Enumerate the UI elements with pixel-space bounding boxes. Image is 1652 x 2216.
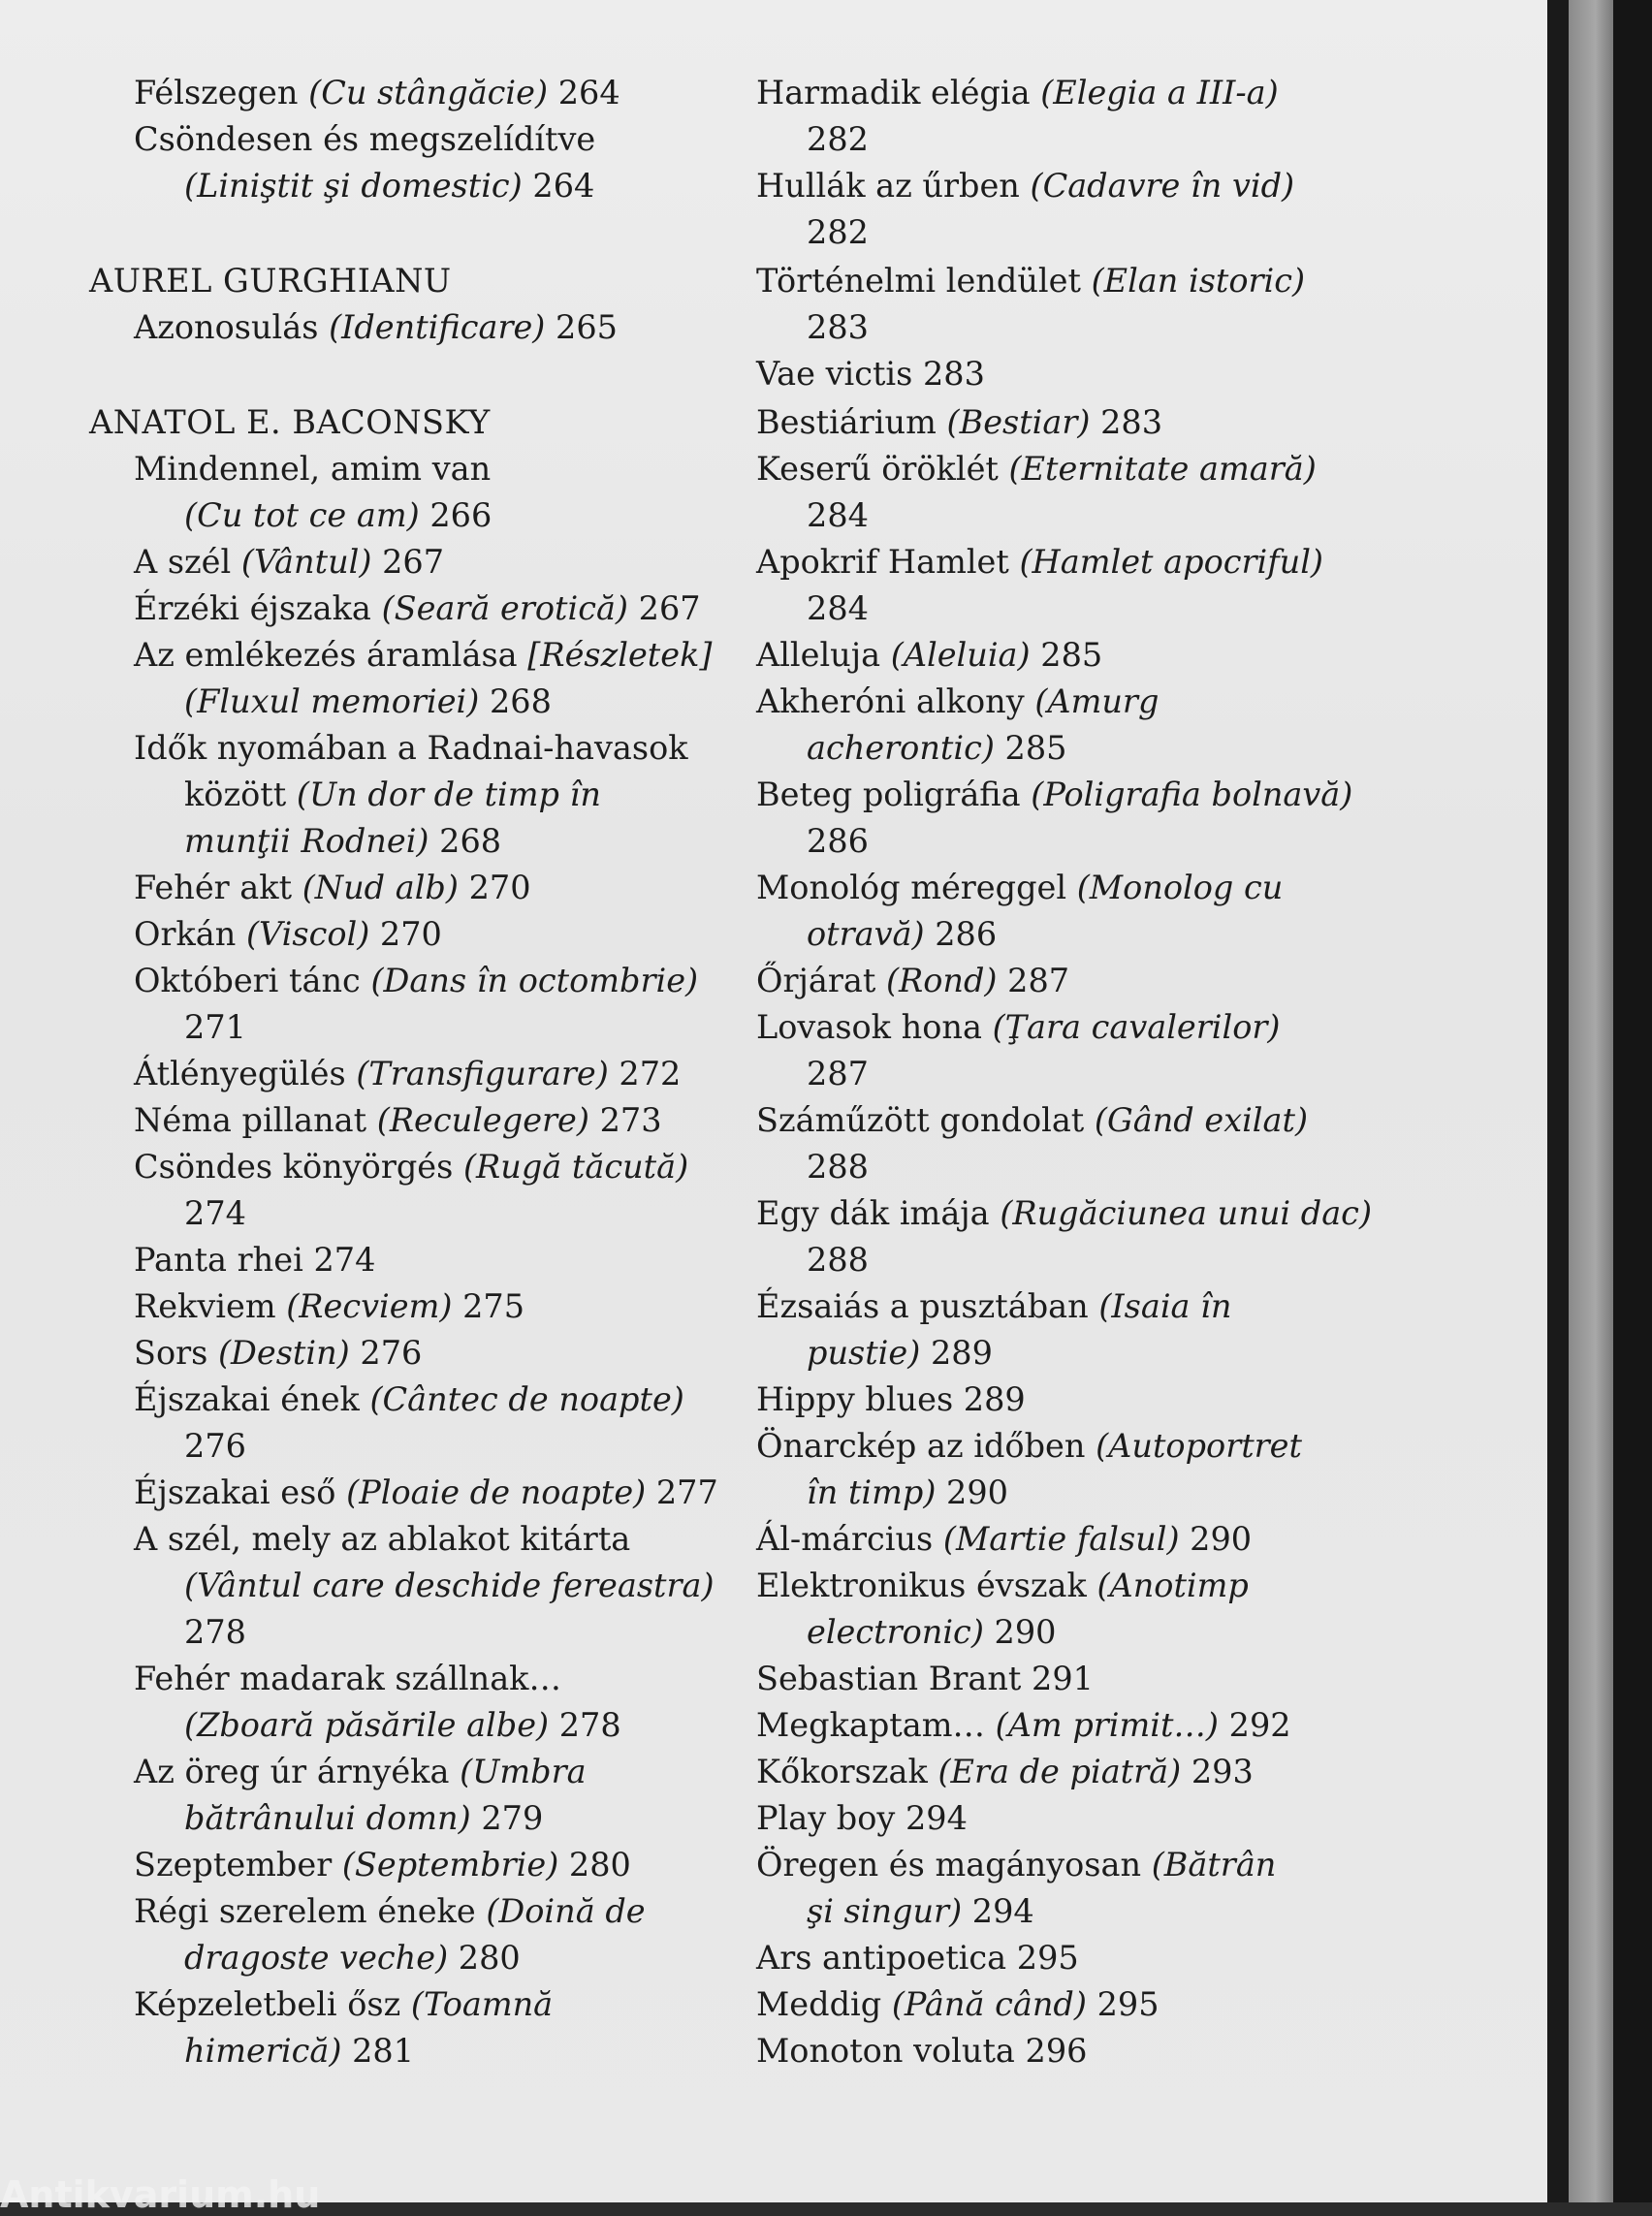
entry-original-title: (Isaia în bbox=[1098, 1287, 1232, 1325]
entry-title: Hullák az űrben bbox=[756, 167, 1031, 205]
entry-original-title: pustie) bbox=[807, 1334, 921, 1372]
toc-entry-line bbox=[756, 865, 1283, 911]
toc-entry-line bbox=[89, 911, 442, 958]
entry-title: Őrjárat bbox=[756, 962, 886, 999]
entry-page-number: 290 bbox=[936, 1473, 1008, 1511]
toc-entry-line bbox=[89, 1981, 553, 2028]
entry-page-number: 280 bbox=[448, 1939, 521, 1977]
entry-title: Félszegen bbox=[134, 74, 309, 111]
entry-page-number: 287 bbox=[997, 962, 1070, 999]
entry-title: Sebastian Brant 291 bbox=[756, 1660, 1094, 1697]
toc-entry-line bbox=[756, 1749, 1254, 1795]
entry-title: Éjszakai eső bbox=[134, 1473, 347, 1511]
toc-entry-line bbox=[89, 679, 552, 725]
toc-entry-line bbox=[89, 1237, 375, 1283]
entry-original-title: (Era de piatră) bbox=[937, 1753, 1182, 1790]
entry-title: Ál-március bbox=[756, 1520, 943, 1558]
entry-page-number: 281 bbox=[341, 2032, 415, 2070]
toc-entry-line bbox=[756, 679, 1159, 725]
toc-entry-line bbox=[756, 1795, 968, 1842]
entry-page-number: 267 bbox=[628, 589, 701, 627]
entry-page-number: 277 bbox=[646, 1473, 718, 1511]
entry-title: Fehér akt bbox=[134, 869, 302, 906]
entry-page-number: 270 bbox=[369, 915, 442, 953]
toc-entry-line bbox=[756, 399, 1162, 446]
entry-original-title: (Cântec de noapte) bbox=[369, 1380, 684, 1418]
entry-title: Önarckép az időben bbox=[756, 1427, 1096, 1465]
toc-entry-line bbox=[89, 70, 620, 116]
toc-entry-line bbox=[89, 539, 444, 586]
entry-original-title: (Până când) bbox=[891, 1985, 1087, 2023]
entry-original-title: (Eternitate amară) bbox=[1008, 450, 1317, 488]
entry-title: között bbox=[184, 776, 297, 813]
toc-entry-line bbox=[89, 304, 618, 351]
toc-entry-line bbox=[756, 1563, 1249, 1609]
toc-entry-line bbox=[89, 632, 712, 679]
entry-original-title: dragoste veche) bbox=[184, 1939, 449, 1977]
entry-title: A szél bbox=[134, 543, 241, 581]
entry-title: Néma pillanat bbox=[134, 1101, 377, 1139]
entry-original-title: (Poligrafia bolnavă) bbox=[1031, 776, 1353, 813]
entry-title: Öregen és magányosan bbox=[756, 1846, 1152, 1884]
toc-entry-line bbox=[89, 1888, 646, 1935]
entry-title: Lovasok hona bbox=[756, 1008, 993, 1046]
entry-original-title: [Részletek] bbox=[527, 636, 713, 674]
entry-title: Kőkorszak bbox=[756, 1753, 938, 1790]
toc-entry-line bbox=[756, 539, 1323, 586]
toc-entry-line bbox=[89, 1190, 246, 1237]
toc-entry-line bbox=[756, 1981, 1160, 2028]
entry-original-title: (Bătrân bbox=[1151, 1846, 1277, 1884]
toc-entry-line bbox=[89, 1283, 524, 1330]
toc-entry-line bbox=[89, 1563, 715, 1609]
toc-entry-line bbox=[89, 1097, 662, 1144]
entry-original-title: (Zboară păsările albe) bbox=[184, 1706, 550, 1744]
entry-original-title: (Nud alb) bbox=[302, 869, 459, 906]
book-edge-shadow bbox=[1547, 0, 1569, 2202]
toc-entry-line bbox=[756, 1423, 1302, 1470]
entry-page-number: 286 bbox=[924, 915, 998, 953]
entry-page-number: 295 bbox=[1086, 1985, 1160, 2023]
toc-entry-line bbox=[89, 958, 698, 1004]
toc-entry-line bbox=[89, 865, 531, 911]
entry-original-title: (Vântul care deschide fereastra) bbox=[184, 1567, 715, 1604]
entry-original-title: (Autoportret bbox=[1096, 1427, 1302, 1465]
entry-original-title: (Martie falsul) bbox=[942, 1520, 1180, 1558]
entry-title: 282 bbox=[807, 120, 869, 158]
entry-original-title: (Ţara cavalerilor) bbox=[992, 1008, 1281, 1046]
toc-entry-line bbox=[89, 818, 501, 865]
toc-entry-line bbox=[756, 1702, 1291, 1749]
toc-entry-line bbox=[756, 1144, 869, 1190]
entry-title: 288 bbox=[807, 1241, 869, 1279]
entry-original-title: (Hamlet apocriful) bbox=[1019, 543, 1323, 581]
entry-original-title: (Fluxul memoriei) bbox=[184, 682, 480, 720]
toc-entry-line bbox=[756, 1842, 1276, 1888]
entry-title: Száműzött gondolat bbox=[756, 1101, 1095, 1139]
entry-title: Ézsaiás a pusztában bbox=[756, 1287, 1099, 1325]
entry-original-title: (Destin) bbox=[217, 1334, 350, 1372]
entry-title: Képzeletbeli ősz bbox=[134, 1985, 411, 2023]
entry-page-number: 276 bbox=[349, 1334, 423, 1372]
entry-original-title: (Elan istoric) bbox=[1091, 262, 1306, 300]
entry-page-number: 279 bbox=[470, 1799, 544, 1837]
entry-title: Rekviem bbox=[134, 1287, 287, 1325]
toc-entry-line bbox=[756, 1470, 1008, 1516]
entry-page-number: 290 bbox=[1179, 1520, 1253, 1558]
entry-title: Vae victis 283 bbox=[756, 355, 985, 393]
toc-entry-line bbox=[756, 2028, 1087, 2074]
entry-page-number: 280 bbox=[558, 1846, 631, 1884]
toc-entry-line bbox=[89, 1470, 718, 1516]
entry-title: Akheróni alkony bbox=[756, 682, 1035, 720]
entry-title: Monoton voluta 296 bbox=[756, 2032, 1088, 2070]
toc-entry-line bbox=[89, 586, 701, 632]
entry-title: Az öreg úr árnyéka bbox=[134, 1753, 461, 1790]
entry-title: 288 bbox=[807, 1148, 869, 1186]
toc-entry-line bbox=[756, 958, 1069, 1004]
toc-entry-line bbox=[756, 632, 1102, 679]
toc-entry-line bbox=[89, 1423, 246, 1470]
entry-title: 283 bbox=[807, 308, 869, 346]
entry-title: 278 bbox=[184, 1613, 246, 1651]
entry-original-title: (Umbra bbox=[460, 1753, 587, 1790]
toc-entry-line bbox=[756, 163, 1294, 209]
toc-entry-line bbox=[756, 209, 869, 256]
entry-title: Régi szerelem éneke bbox=[134, 1892, 487, 1930]
entry-page-number: 285 bbox=[1030, 636, 1103, 674]
entry-title: Szeptember bbox=[134, 1846, 342, 1884]
entry-title: 287 bbox=[807, 1055, 869, 1092]
entry-title: Októberi tánc bbox=[134, 962, 371, 999]
toc-entry-line bbox=[756, 1888, 1034, 1935]
entry-original-title: (Monolog cu bbox=[1076, 869, 1284, 906]
toc-entry-line bbox=[89, 116, 595, 163]
toc-entry-line bbox=[89, 492, 492, 539]
toc-entry-line bbox=[756, 446, 1317, 492]
entry-title: Idők nyomában a Radnai-havasok bbox=[134, 729, 688, 767]
toc-entry-line bbox=[89, 1795, 543, 1842]
entry-title: 271 bbox=[184, 1008, 246, 1046]
toc-entry-line bbox=[756, 116, 869, 163]
entry-title: AUREL GURGHIANU bbox=[89, 262, 452, 300]
entry-page-number: 292 bbox=[1219, 1706, 1291, 1744]
entry-title: Sors bbox=[134, 1334, 218, 1372]
toc-entry-line bbox=[89, 1516, 630, 1563]
entry-title: Ars antipoetica 295 bbox=[756, 1939, 1079, 1977]
entry-title: 284 bbox=[807, 496, 869, 534]
book-cover-edge bbox=[1569, 0, 1613, 2202]
toc-entry-line bbox=[89, 772, 601, 818]
entry-title: Fehér madarak szállnak… bbox=[134, 1660, 561, 1697]
entry-page-number: 265 bbox=[545, 308, 618, 346]
entry-original-title: (Viscol) bbox=[245, 915, 370, 953]
entry-page-number: 283 bbox=[1090, 403, 1163, 441]
toc-entry-line bbox=[756, 1051, 869, 1097]
entry-page-number: 267 bbox=[371, 543, 445, 581]
entry-original-title: (Rond) bbox=[885, 962, 998, 999]
entry-title: Az emlékezés áramlása bbox=[134, 636, 528, 674]
toc-entry-line bbox=[756, 1935, 1079, 1981]
toc-entry-line bbox=[756, 1097, 1308, 1144]
toc-entry-line bbox=[756, 1283, 1231, 1330]
entry-title: Keserű öröklét bbox=[756, 450, 1009, 488]
entry-original-title: (Gând exilat) bbox=[1094, 1101, 1309, 1139]
entry-original-title: şi singur) bbox=[807, 1892, 963, 1930]
entry-title: ANATOL E. BACONSKY bbox=[89, 403, 491, 441]
entry-page-number: 275 bbox=[452, 1287, 525, 1325]
toc-entry-line bbox=[756, 351, 985, 397]
toc-entry-line bbox=[756, 1656, 1094, 1702]
entry-title: Érzéki éjszaka bbox=[134, 589, 382, 627]
background-edge bbox=[1613, 0, 1652, 2202]
entry-original-title: (Septembrie) bbox=[341, 1846, 559, 1884]
entry-title: Orkán bbox=[134, 915, 246, 953]
entry-title: 282 bbox=[807, 213, 869, 251]
entry-title: Meddig bbox=[756, 1985, 892, 2023]
entry-original-title: himerică) bbox=[184, 2032, 342, 2070]
entry-title: Éjszakai ének bbox=[134, 1380, 370, 1418]
entry-page-number: 273 bbox=[588, 1101, 662, 1139]
entry-original-title: (Liniştit şi domestic) bbox=[184, 167, 523, 205]
entry-title: Egy dák imája bbox=[756, 1194, 1001, 1232]
entry-original-title: (Cadavre în vid) bbox=[1030, 167, 1295, 205]
toc-entry-line bbox=[756, 258, 1305, 304]
entry-title: Play boy 294 bbox=[756, 1799, 968, 1837]
toc-entry-line bbox=[89, 1842, 631, 1888]
entry-title: Panta rhei 274 bbox=[134, 1241, 376, 1279]
toc-entry-line bbox=[756, 1330, 993, 1377]
toc-entry-line bbox=[756, 1237, 869, 1283]
entry-original-title: (Reculegere) bbox=[376, 1101, 589, 1139]
entry-title: 276 bbox=[184, 1427, 246, 1465]
toc-entry-line bbox=[89, 163, 594, 209]
entry-title: Csöndes könyörgés bbox=[134, 1148, 463, 1186]
entry-original-title: (Transfigurare) bbox=[356, 1055, 609, 1092]
entry-page-number: 270 bbox=[458, 869, 531, 906]
toc-entry-line bbox=[756, 1609, 1057, 1656]
entry-original-title: (Anotimp bbox=[1096, 1567, 1249, 1604]
entry-title: Harmadik elégia bbox=[756, 74, 1041, 111]
entry-title: Megkaptam… bbox=[756, 1706, 996, 1744]
toc-entry-line bbox=[756, 1516, 1252, 1563]
entry-original-title: (Identificare) bbox=[329, 308, 546, 346]
entry-title: Alleluja bbox=[756, 636, 891, 674]
entry-original-title: (Aleluia) bbox=[890, 636, 1031, 674]
entry-title: Bestiárium bbox=[756, 403, 947, 441]
entry-page-number: 290 bbox=[983, 1613, 1057, 1651]
entry-original-title: (Doină de bbox=[486, 1892, 646, 1930]
entry-original-title: (Am primit…) bbox=[995, 1706, 1220, 1744]
toc-entry-line bbox=[89, 725, 688, 772]
entry-title: Beteg poligráfia bbox=[756, 776, 1032, 813]
entry-original-title: (Recviem) bbox=[286, 1287, 453, 1325]
toc-entry-line bbox=[756, 304, 869, 351]
toc-entry-line bbox=[89, 1609, 246, 1656]
toc-entry-line bbox=[89, 1004, 246, 1051]
entry-original-title: (Seară erotică) bbox=[381, 589, 629, 627]
entry-title: Hippy blues 289 bbox=[756, 1380, 1026, 1418]
entry-original-title: (Cu tot ce am) bbox=[184, 496, 420, 534]
toc-entry-line bbox=[89, 2028, 414, 2074]
entry-page-number: 264 bbox=[548, 74, 620, 111]
toc-entry-line bbox=[756, 586, 869, 632]
entry-title: 286 bbox=[807, 822, 869, 860]
toc-entry-line bbox=[756, 1190, 1372, 1237]
toc-entry-line bbox=[756, 772, 1352, 818]
entry-title: 274 bbox=[184, 1194, 246, 1232]
toc-entry-line bbox=[756, 725, 1067, 772]
toc-entry-line bbox=[89, 1702, 621, 1749]
entry-original-title: otravă) bbox=[807, 915, 925, 953]
entry-page-number: 289 bbox=[920, 1334, 993, 1372]
entry-original-title: (Ploaie de noapte) bbox=[346, 1473, 647, 1511]
toc-entry-line bbox=[89, 1144, 688, 1190]
toc-entry-line bbox=[756, 1377, 1026, 1423]
entry-original-title: (Dans în octombrie) bbox=[370, 962, 699, 999]
entry-page-number: 268 bbox=[429, 822, 502, 860]
entry-original-title: în timp) bbox=[807, 1473, 937, 1511]
entry-original-title: acherontic) bbox=[807, 729, 995, 767]
toc-entry-line bbox=[756, 70, 1279, 116]
entry-title: A szél, mely az ablakot kitárta bbox=[134, 1520, 631, 1558]
toc-entry-line bbox=[89, 1330, 422, 1377]
entry-page-number: 264 bbox=[522, 167, 595, 205]
entry-title: Elektronikus évszak bbox=[756, 1567, 1097, 1604]
toc-entry-line bbox=[89, 1749, 587, 1795]
entry-title: Monológ méreggel bbox=[756, 869, 1077, 906]
entry-original-title: electronic) bbox=[807, 1613, 984, 1651]
entry-page-number: 268 bbox=[479, 682, 552, 720]
toc-entry-line bbox=[89, 1051, 681, 1097]
entry-page-number: 285 bbox=[994, 729, 1067, 767]
entry-original-title: (Bestiar) bbox=[946, 403, 1091, 441]
entry-page-number: 278 bbox=[549, 1706, 621, 1744]
toc-entry-line bbox=[89, 1377, 684, 1423]
entry-title: Történelmi lendület bbox=[756, 262, 1092, 300]
entry-original-title: (Elegia a III-a) bbox=[1040, 74, 1279, 111]
entry-title: 284 bbox=[807, 589, 869, 627]
toc-entry-line bbox=[756, 911, 997, 958]
entry-original-title: (Rugă tăcută) bbox=[462, 1148, 689, 1186]
toc-entry-line bbox=[756, 1004, 1280, 1051]
entry-title: Mindennel, amim van bbox=[134, 450, 492, 488]
author-heading bbox=[89, 399, 491, 446]
toc-entry-line bbox=[89, 1656, 561, 1702]
entry-original-title: (Rugăciunea unui dac) bbox=[1000, 1194, 1373, 1232]
toc-entry-line bbox=[756, 492, 869, 539]
entry-original-title: bătrânului domn) bbox=[184, 1799, 471, 1837]
entry-title: Azonosulás bbox=[134, 308, 330, 346]
toc-entry-line bbox=[756, 818, 869, 865]
toc-entry-line bbox=[89, 1935, 521, 1981]
entry-original-title: (Toamnă bbox=[410, 1985, 554, 2023]
entry-title: Átlényegülés bbox=[134, 1055, 357, 1092]
entry-page-number: 266 bbox=[419, 496, 492, 534]
entry-title: Apokrif Hamlet bbox=[756, 543, 1020, 581]
entry-page-number: 294 bbox=[962, 1892, 1034, 1930]
entry-original-title: (Un dor de timp în bbox=[296, 776, 601, 813]
watermark: Antikvarium.hu bbox=[0, 2173, 321, 2216]
entry-title: Csöndesen és megszelídítve bbox=[134, 120, 596, 158]
entry-original-title: munţii Rodnei) bbox=[184, 822, 429, 860]
entry-page-number: 272 bbox=[608, 1055, 682, 1092]
entry-page-number: 293 bbox=[1181, 1753, 1254, 1790]
entry-original-title: (Cu stângăcie) bbox=[308, 74, 549, 111]
entry-original-title: (Amurg bbox=[1034, 682, 1160, 720]
entry-original-title: (Vântul) bbox=[240, 543, 372, 581]
toc-entry-line bbox=[89, 446, 491, 492]
author-heading bbox=[89, 258, 452, 304]
